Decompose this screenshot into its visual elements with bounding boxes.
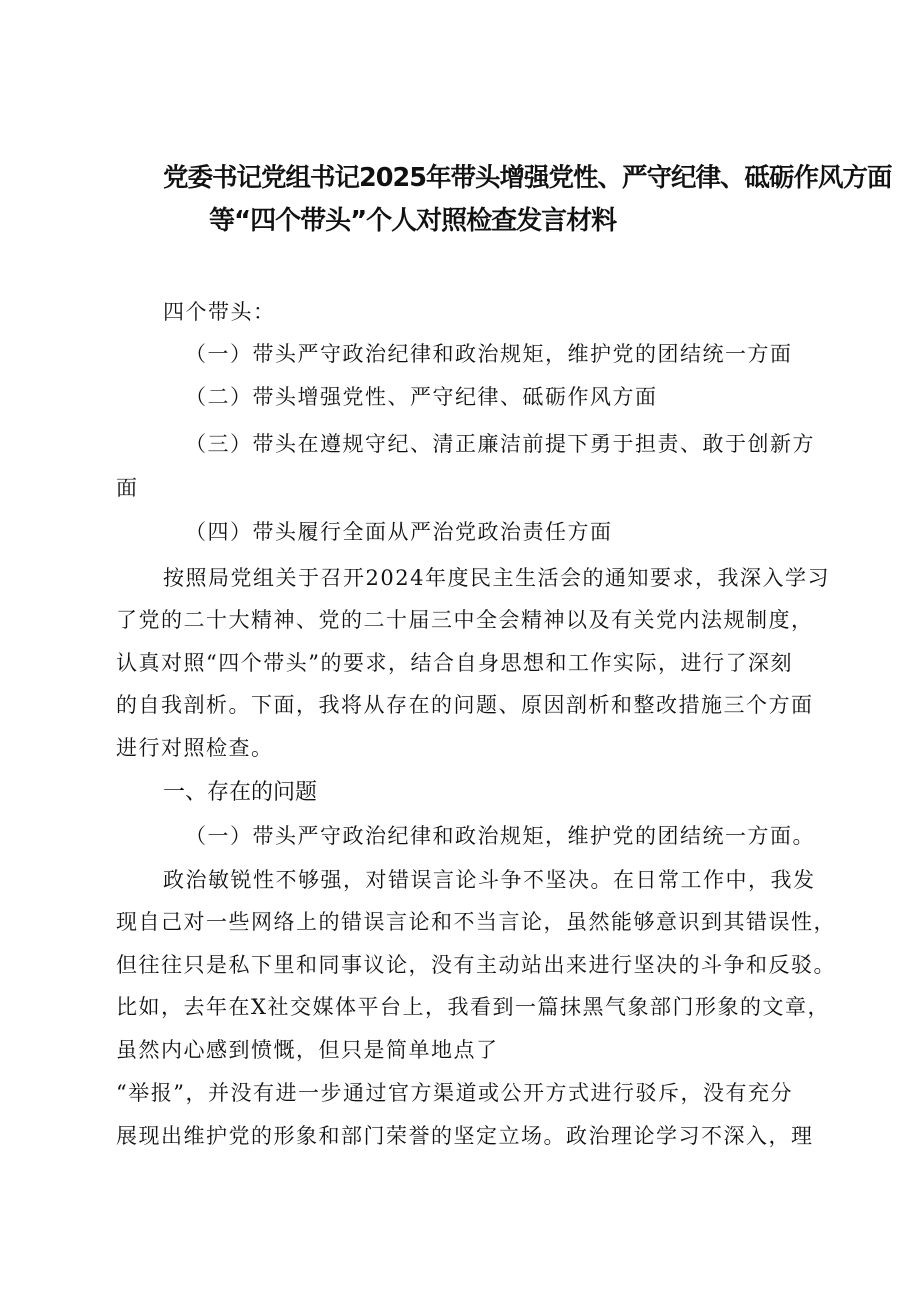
paragraph-line: 进行对照检查。: [116, 736, 274, 760]
paragraph-line: 政治敏锐性不够强，对错误言论斗争不坚决。在日常工作中，我发: [163, 868, 816, 892]
list-item-continuation: 面: [116, 476, 139, 500]
paragraph-line: 认真对照“四个带头”的要求，结合自身思想和工作实际，进行了深刻: [116, 651, 793, 675]
list-item: （三）带头在遵规守纪、清正廉洁前提下勇于担责、敢于创新方: [185, 432, 815, 456]
paragraph-line: 的自我剖析。下面，我将从存在的问题、原因剖析和整改措施三个方面: [116, 693, 814, 717]
paragraph-line: 了党的二十大精神、党的二十届三中全会精神以及有关党内法规制度，: [116, 608, 814, 632]
list-item: （一）带头严守政治纪律和政治规矩，维护党的团结统一方面: [185, 342, 793, 366]
paragraph-line: 展现出维护党的形象和部门荣誉的坚定立场。政治理论学习不深入，理: [116, 1124, 814, 1148]
list-item: （二）带头增强党性、严守纪律、砥砺作风方面: [185, 385, 658, 409]
paragraph-line: 按照局党组关于召开2024年度民主生活会的通知要求，我深入学习: [163, 566, 830, 590]
paragraph-line: 虽然内心感到愤慨，但只是简单地点了: [116, 1038, 499, 1062]
paragraph-line: “举报”，并没有进一步通过官方渠道或公开方式进行驳斥，没有充分: [116, 1081, 793, 1105]
list-item: （四）带头履行全面从严治党政治责任方面: [185, 520, 613, 544]
document-title-line-1: 党委书记党组书记2025年带头增强党性、严守纪律、砥砺作风方面: [163, 163, 892, 193]
document-title-line-2: 等“四个带头”个人对照检查发言材料: [209, 206, 617, 236]
paragraph-line: 现自己对一些网络上的错误言论和不当言论，虽然能够意识到其错误性，: [116, 910, 836, 934]
paragraph-line: 比如，去年在X社交媒体平台上，我看到一篇抹黑气象部门形象的文章，: [116, 995, 830, 1019]
section-subheading: （一）带头严守政治纪律和政治规矩，维护党的团结统一方面。: [185, 824, 815, 848]
section-heading: 一、存在的问题: [163, 780, 318, 805]
intro-label: 四个带头：: [163, 300, 276, 324]
paragraph-line: 但往往只是私下里和同事议论，没有主动站出来进行坚决的斗争和反驳。: [116, 953, 836, 977]
